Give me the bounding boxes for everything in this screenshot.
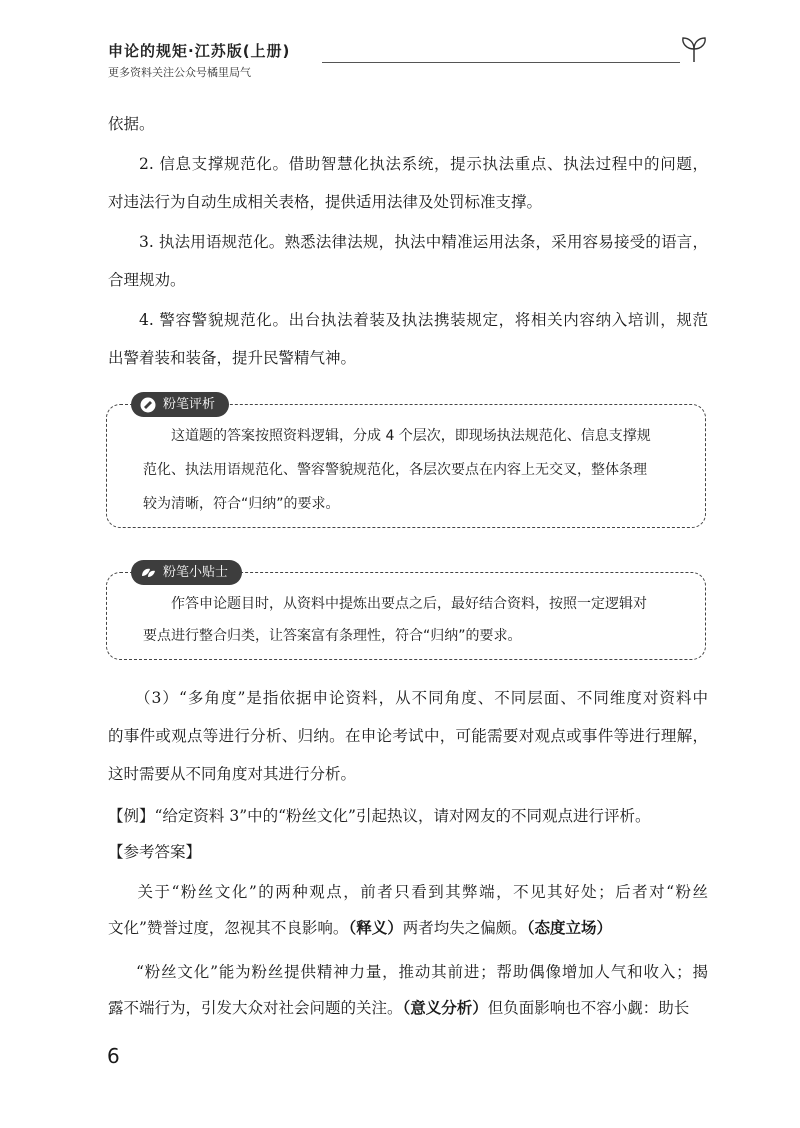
paragraph-4-line-1: 4. 警容警貌规范化。出台执法着装及执法携装规定，将相关内容纳入培训，规范 bbox=[139, 311, 708, 329]
answer-2-line-1: “粉丝文化”能为粉丝提供精神力量，推动其前进；帮助偶像增加人气和收入；揭 bbox=[136, 963, 708, 981]
paragraph-3-line-2: 合理规劝。 bbox=[108, 271, 186, 289]
page-number: 6 bbox=[107, 1044, 120, 1068]
tips-line-2: 要点进行整合归类，让答案富有条理性，符合“归纳”的要求。 bbox=[143, 628, 522, 644]
example-question: 【例】“给定资料 3”中的“粉丝文化”引起热议，请对网友的不同观点进行评析。 bbox=[108, 807, 651, 825]
paragraph-2-line-1: 2. 信息支撑规范化。借助智慧化执法系统，提示执法重点、执法过程中的问题， bbox=[139, 155, 708, 173]
paragraph-continuation: 依据。 bbox=[108, 115, 155, 133]
analysis-line-3: 较为清晰，符合“归纳”的要求。 bbox=[143, 496, 340, 512]
tag-significance: （意义分析） bbox=[402, 998, 488, 1017]
running-header bbox=[108, 40, 290, 80]
paragraph-2-line-2: 对违法行为自动生成相关表格，提供适用法律及处罚标准支撑。 bbox=[108, 193, 543, 211]
header-rule bbox=[322, 62, 680, 63]
leaf-icon bbox=[139, 564, 157, 582]
tips-box bbox=[106, 565, 706, 660]
analysis-line-1: 这道题的答案按照资料逻辑，分成 4 个层次，即现场执法规范化、信息支撑规 bbox=[171, 428, 651, 444]
tips-label: 粉笔小贴士 bbox=[163, 565, 229, 580]
analysis-badge bbox=[131, 392, 229, 417]
analysis-label: 粉笔评析 bbox=[163, 397, 216, 412]
paragraph-3-angle-line-1: （3）“多角度”是指依据申论资料，从不同角度、不同层面、不同维度对资料中 bbox=[134, 689, 708, 707]
tips-badge bbox=[131, 560, 242, 585]
answer-1-line-2: 文化”赞誉过度，忽视其不良影响。（释义）两者均失之偏颇。（态度立场） bbox=[108, 918, 612, 937]
tips-line-1: 作答申论题目时，从资料中提炼出要点之后，最好结合资料，按照一定逻辑对 bbox=[171, 596, 647, 612]
paragraph-3-line-1: 3. 执法用语规范化。熟悉法律法规，执法中精准运用法条，采用容易接受的语言， bbox=[139, 233, 708, 251]
sprout-icon bbox=[676, 34, 712, 64]
analysis-box bbox=[106, 397, 706, 528]
tag-stance: （态度立场） bbox=[526, 918, 612, 937]
paragraph-3-angle-line-2: 的事件或观点等进行分析、归纳。在申论考试中，可能需要对观点或事件等进行理解， bbox=[108, 727, 708, 745]
book-title: 申论的规矩·江苏版(上册) bbox=[108, 42, 291, 60]
chalk-icon bbox=[139, 396, 157, 414]
reference-answer-label: 【参考答案】 bbox=[108, 843, 202, 861]
header-subtitle: 更多资料关注公众号橘里局气 bbox=[108, 66, 251, 79]
paragraph-4-line-2: 出警着装和装备，提升民警精气神。 bbox=[108, 349, 357, 367]
analysis-line-2: 范化、执法用语规范化、警容警貌规范化，各层次要点在内容上无交叉，整体条理 bbox=[143, 462, 647, 478]
answer-1-line-1: 关于“粉丝文化”的两种观点，前者只看到其弊端，不见其好处；后者对“粉丝 bbox=[136, 883, 708, 901]
answer-2-line-2: 露不端行为，引发大众对社会问题的关注。（意义分析）但负面影响也不容小觑：助长 bbox=[108, 998, 690, 1017]
paragraph-3-angle-line-3: 这时需要从不同角度对其进行分析。 bbox=[108, 765, 357, 783]
tag-interpretation: （释义） bbox=[348, 918, 403, 937]
